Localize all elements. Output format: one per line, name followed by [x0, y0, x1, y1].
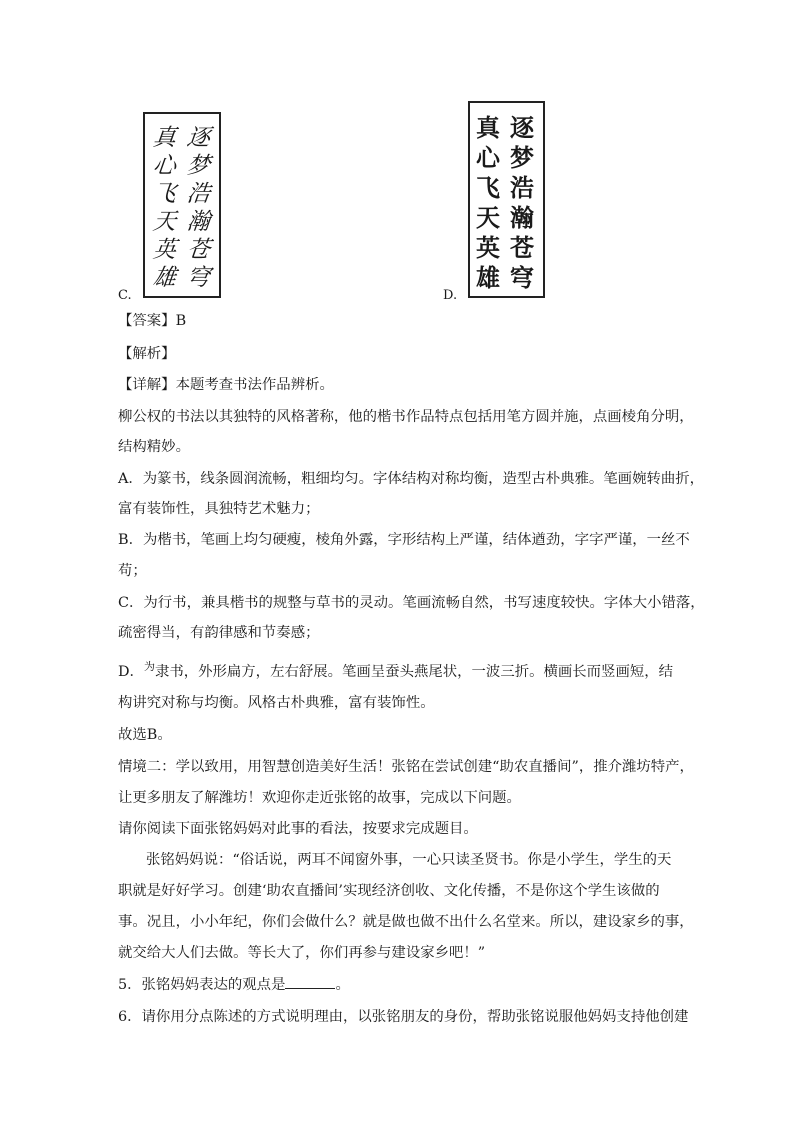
calli-char: 浩 — [185, 181, 211, 207]
question-6: 6．请你用分点陈述的方式说明理由，以张铭朋友的身份，帮助张铭说服他妈妈支持他创建 — [118, 1009, 689, 1025]
option-d-prefix: D． — [118, 664, 144, 680]
intro-line-2: 结构精妙。 — [118, 439, 190, 455]
calli-char: 苍 — [510, 234, 534, 262]
option-c-label: C. — [118, 288, 132, 303]
calli-char: 瀚 — [185, 209, 211, 235]
analysis-heading: 【解析】 — [118, 346, 176, 362]
option-d-right-column — [506, 113, 538, 293]
option-d-explain-1 — [118, 660, 688, 682]
option-c-right-column — [183, 124, 213, 292]
scenario-line-1: 情境二：学以致用，用智慧创造美好生活！张铭在尝试创建“助农直播间”，推介潍坊特产， — [118, 759, 694, 775]
choose-line: 故选B。 — [118, 727, 172, 743]
intro-line-1: 柳公权的书法以其独特的风格著称，他的楷书作品特点包括用笔方圆并施，点画棱角分明， — [118, 409, 694, 425]
calli-char: 雄 — [476, 264, 500, 292]
mom-quote-line-3: 事。况且，小小年纪，你们会做什么？就是做也做不出什么名堂来。所以，建设家乡的事， — [118, 914, 694, 930]
calli-char: 天 — [476, 204, 500, 232]
calli-char: 逐 — [510, 114, 534, 142]
calli-char: 浩 — [510, 174, 534, 202]
option-d-rest: 隶书，外形扁方，左右舒展。笔画呈蚕头燕尾状，一波三折。横画长而竖画短，结 — [154, 664, 674, 680]
calli-char: 穹 — [185, 265, 211, 291]
calli-char: 梦 — [510, 144, 534, 172]
option-c-explain-1: C．为行书，兼具楷书的规整与草书的灵动。笔画流畅自然，书写速度较快。字体大小错落， — [118, 595, 705, 611]
answer-blank[interactable] — [285, 976, 335, 989]
instruction-line: 请你阅读下面张铭妈妈对此事的看法，按要求完成题目。 — [118, 821, 478, 837]
calli-char: 心 — [476, 144, 500, 172]
question-5-text: 5．张铭妈妈表达的观点是 — [118, 977, 286, 993]
calli-char: 梦 — [185, 153, 211, 179]
option-d-label: D. — [443, 288, 458, 303]
option-c-left-column — [149, 124, 179, 292]
option-b-explain-2: 苟； — [118, 563, 147, 579]
answer-line: 【答案】B — [118, 313, 187, 329]
calli-char: 真 — [151, 125, 177, 151]
calli-char: 穹 — [510, 264, 534, 292]
scenario-line-2: 让更多朋友了解潍坊！欢迎你走近张铭的故事，完成以下问题。 — [118, 790, 521, 806]
option-c-calligraphy-image — [143, 112, 221, 298]
calli-char: 英 — [151, 237, 177, 263]
calli-char: 逐 — [185, 125, 211, 151]
option-a-explain-2: 富有装饰性，具独特艺术魅力； — [118, 501, 320, 517]
option-a-explain-1: A．为篆书，线条圆润流畅，粗细均匀。字体结构对称均衡，造型古朴典雅。笔画婉转曲折， — [118, 471, 705, 487]
mom-quote-line-2: 职就是好好学习。创建‘助农直播间’实现经济创收、文化传播，不是你这个学生该做的 — [118, 883, 660, 899]
calli-char: 苍 — [185, 237, 211, 263]
option-d-calligraphy-image — [468, 101, 545, 298]
option-c-explain-2: 疏密得当，有韵律感和节奏感； — [118, 625, 320, 641]
detail-line: 【详解】本题考查书法作品辨析。 — [118, 377, 334, 393]
calli-char: 瀚 — [510, 204, 534, 232]
calli-char: 心 — [151, 153, 177, 179]
calli-char: 真 — [476, 114, 500, 142]
mom-quote-line-1: 张铭妈妈说：“俗话说，两耳不闻窗外事，一心只读圣贤书。你是小学生，学生的天 — [146, 852, 672, 868]
option-d-left-column — [472, 113, 504, 293]
option-d-sup: 为 — [143, 660, 155, 673]
calli-char: 飞 — [476, 174, 500, 202]
option-d-explain-2: 构讲究对称与均衡。风格古朴典雅，富有装饰性。 — [118, 695, 435, 711]
calli-char: 飞 — [151, 181, 177, 207]
option-b-explain-1: B．为楷书，笔画上均匀硬瘦，棱角外露，字形结构上严谨，结体遒劲，字字严谨，一丝不 — [118, 532, 690, 548]
calli-char: 天 — [151, 209, 177, 235]
mom-quote-line-4: 就交给大人们去做。等长大了，你们再参与建设家乡吧！” — [118, 945, 486, 961]
question-5-end: 。 — [335, 977, 350, 993]
question-5 — [118, 976, 688, 994]
calli-char: 英 — [476, 234, 500, 262]
calli-char: 雄 — [151, 265, 177, 291]
